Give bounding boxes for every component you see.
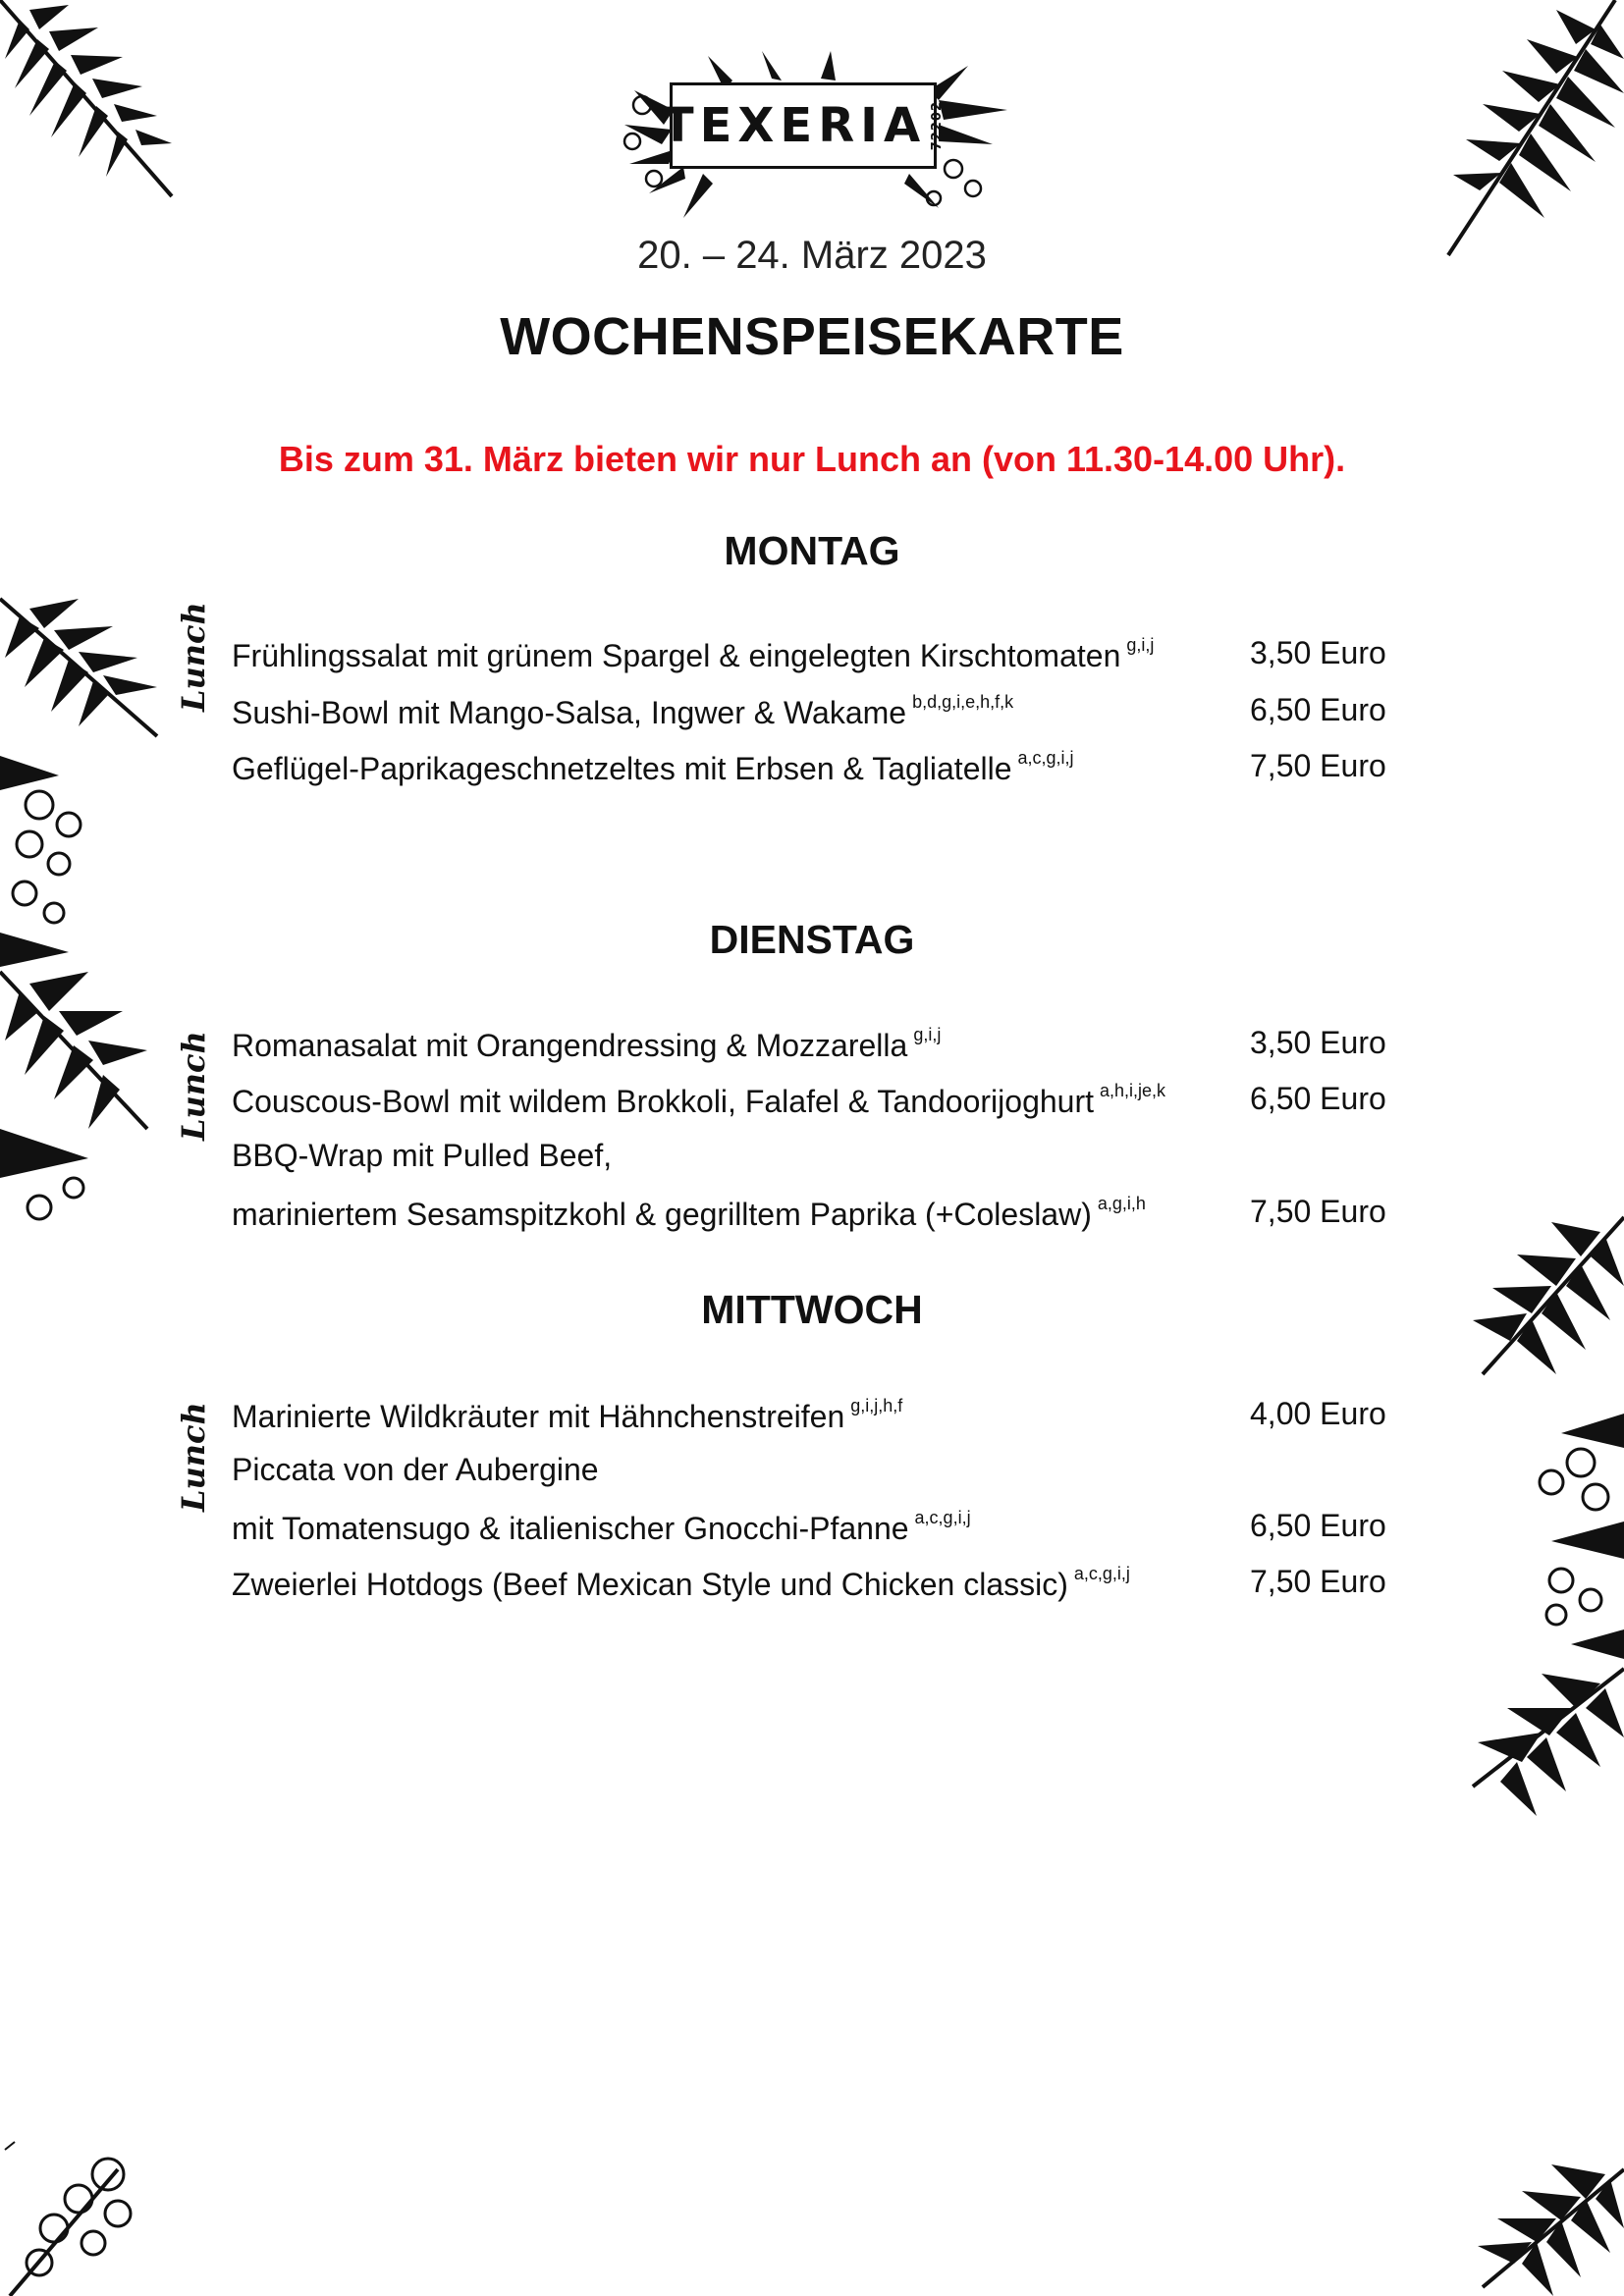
menu-item-text: mit Tomatensugo & italienischer Gnocchi-Pfanne <box>232 1511 909 1546</box>
fern-bottom-left <box>0 2140 157 2296</box>
allergens: a,c,g,i,j <box>914 1508 971 1527</box>
menu-item <box>232 1396 902 1435</box>
allergens: b,d,g,i,e,h,f,k <box>912 692 1014 712</box>
menu-item <box>232 635 1154 674</box>
lunch-notice: Bis zum 31. März bieten wir nur Lunch an (von 11.30-14.00 Uhr). <box>278 439 1346 479</box>
logo <box>615 51 1015 228</box>
allergens: a,c,g,i,j <box>1017 748 1074 768</box>
menu-item-text: Piccata von der Aubergine <box>232 1452 599 1487</box>
menu-item <box>232 692 1013 731</box>
allergens: g,i,j <box>913 1025 942 1044</box>
page-title: WOCHENSPEISEKARTE <box>500 307 1124 366</box>
logo-box <box>661 82 946 169</box>
fern-top-left <box>0 0 187 206</box>
day-heading-dienstag: DIENSTAG <box>709 917 915 962</box>
menu-item <box>232 1081 1165 1120</box>
menu-item-price: 7,50 Euro <box>1250 748 1386 783</box>
fern-bottom-right <box>1463 2130 1624 2296</box>
allergens: a,c,g,i,j <box>1073 1564 1130 1583</box>
allergens: a,g,i,h <box>1097 1194 1146 1213</box>
menu-item-text: BBQ-Wrap mit Pulled Beef, <box>232 1138 613 1173</box>
menu-item-price: 7,50 Euro <box>1250 1564 1386 1599</box>
fern-top-right <box>1429 0 1624 265</box>
menu-item-line1 <box>232 1138 612 1174</box>
day-heading-mittwoch: MITTWOCH <box>701 1287 923 1332</box>
menu-item-line2 <box>232 1194 1146 1233</box>
logo-text: TEXERIA <box>661 98 927 153</box>
menu-item-text: Frühlingssalat mit grünem Spargel & eingelegten Kirschtomaten <box>232 638 1121 673</box>
fern-left-middle <box>0 579 167 1237</box>
lunch-label: Lunch <box>175 1031 212 1141</box>
menu-item-line1 <box>232 1452 599 1488</box>
menu-item-text: mariniertem Sesamspitzkohl & gegrilltem Paprika (+Coleslaw) <box>232 1197 1092 1232</box>
menu-item-price: 7,50 Euro <box>1250 1194 1386 1229</box>
logo-postcode: 72202 <box>930 100 946 151</box>
menu-item-price: 6,50 Euro <box>1250 692 1386 727</box>
lunch-label: Lunch <box>175 1402 212 1512</box>
menu-item-text: Romanasalat mit Orangendressing & Mozzarella <box>232 1028 908 1063</box>
day-heading-montag: MONTAG <box>724 528 900 573</box>
menu-item-text: Couscous-Bowl mit wildem Brokkoli, Falafel & Tandoorijoghurt <box>232 1084 1094 1119</box>
menu-item-price: 3,50 Euro <box>1250 635 1386 670</box>
menu-item-line2 <box>232 1508 971 1547</box>
allergens: a,h,i,je,k <box>1100 1081 1166 1100</box>
menu-item <box>232 1025 941 1064</box>
menu-item-text: Geflügel-Paprikageschnetzeltes mit Erbsen & Tagliatelle <box>232 751 1012 786</box>
lunch-label: Lunch <box>175 602 212 712</box>
menu-item-price: 6,50 Euro <box>1250 1081 1386 1116</box>
allergens: g,i,j,h,f <box>850 1396 903 1415</box>
menu-item-text: Sushi-Bowl mit Mango-Salsa, Ingwer & Wakame <box>232 695 907 730</box>
menu-item-price: 6,50 Euro <box>1250 1508 1386 1543</box>
menu-item-text: Zweierlei Hotdogs (Beef Mexican Style und Chicken classic) <box>232 1567 1068 1602</box>
menu-item <box>232 748 1074 787</box>
menu-item-text: Marinierte Wildkräuter mit Hähnchenstreifen <box>232 1399 845 1434</box>
allergens: g,i,j <box>1126 635 1155 655</box>
menu-item-price: 3,50 Euro <box>1250 1025 1386 1060</box>
date-range: 20. – 24. März 2023 <box>637 234 987 277</box>
menu-item <box>232 1564 1130 1603</box>
menu-item-price: 4,00 Euro <box>1250 1396 1386 1431</box>
